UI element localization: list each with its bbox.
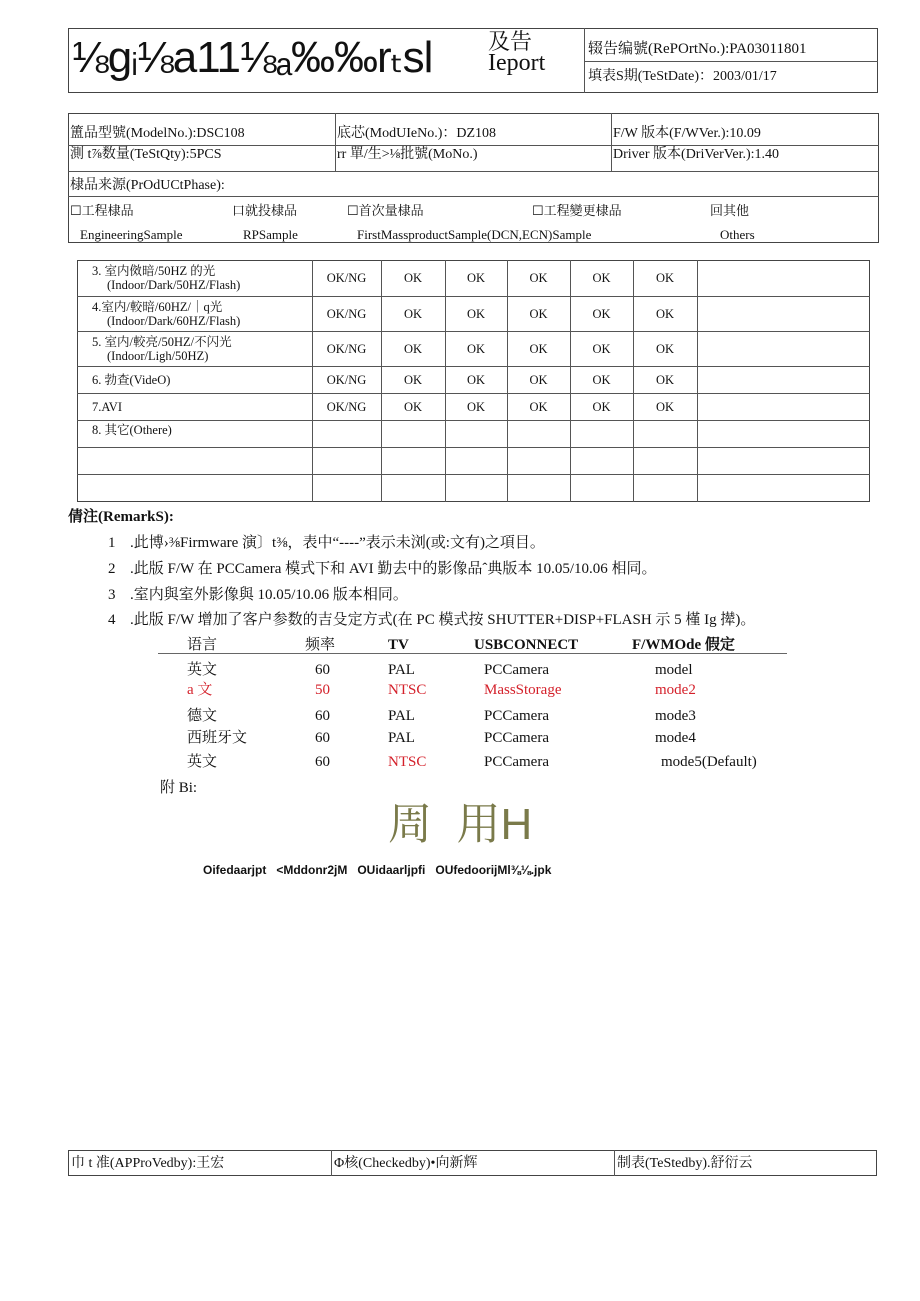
test-result-cell: OK/NG	[326, 341, 367, 356]
test-result-cell: OK	[655, 372, 675, 387]
report-title-en: Ieport	[488, 50, 546, 76]
remark-number: 1	[108, 535, 116, 551]
test-result-cell: OK	[592, 399, 611, 414]
test-item	[92, 366, 312, 393]
attachment-caption: Oifedaarjpt <Mddonr2jM OUidaarljpfi OUfedoorijMl⅜⅛.jpk	[203, 863, 552, 877]
divider	[68, 171, 879, 172]
mode-table-cell: 英文	[187, 662, 218, 678]
sample-option-1[interactable]: 口就投棣品	[232, 203, 298, 218]
test-result-cell	[507, 420, 570, 447]
test-result-cell: OK	[655, 399, 675, 414]
mode-table-header: F/WMOde 假定	[632, 637, 735, 653]
test-item-line: 6. 勃查(VideO)	[92, 372, 171, 387]
test-item-line: 3. 室内傚暗/50HZ 的光	[92, 264, 216, 278]
sample-option-0[interactable]: ☐工程棣品	[70, 203, 134, 218]
test-item	[92, 447, 312, 474]
test-result-cell	[570, 474, 633, 501]
sample-option-label-0: EngineeringSample	[80, 227, 183, 242]
mode-table-cell: NTSC	[388, 754, 427, 770]
mode-table-cell: PAL	[388, 708, 415, 724]
test-result-cell	[381, 474, 445, 501]
report-title: ⅛gᵢ⅛a11⅛ₐ‰‰rₜsl	[72, 33, 433, 82]
sample-option-label-4: Others	[720, 227, 755, 242]
test-result-cell: OK/NG	[326, 306, 367, 321]
test-result-cell	[312, 420, 381, 447]
remark-number: 2	[108, 561, 116, 577]
test-result-cell: OK	[529, 306, 548, 321]
mode-table-cell: 60	[315, 754, 330, 770]
test-result-cell: OK	[403, 341, 423, 356]
test-item	[92, 393, 312, 420]
mode-table-cell: 50	[315, 682, 330, 698]
sample-option-label-1: RPSample	[243, 227, 298, 242]
test-item-line: (Indoor/Dark/50HZ/Flash)	[107, 278, 241, 292]
test-result-cell: OK	[592, 306, 611, 321]
mode-table-cell: 德文	[187, 708, 218, 724]
sample-option-4[interactable]: 回其他	[710, 203, 750, 218]
divider	[611, 113, 612, 171]
test-result-cell: OK	[403, 372, 423, 387]
mode-table-header-rule	[158, 653, 787, 654]
mode-table-cell: PCCamera	[484, 662, 549, 678]
test-result-cell	[697, 447, 869, 474]
mode-table-header: 语言	[187, 637, 218, 653]
sample-option-label-2: FirstMassproductSample(DCN,ECN)Sample	[357, 227, 592, 242]
test-result-cell	[633, 474, 697, 501]
mode-table-cell: model	[655, 662, 693, 678]
driver-version: Driver 版本(DriVerVer.):1.40	[613, 147, 780, 162]
sample-option-3[interactable]: ☐工程變更棣品	[532, 203, 622, 218]
divider	[614, 1150, 615, 1176]
test-item-line: (Indoor/Dark/60HZ/Flash)	[107, 313, 241, 328]
mode-table-cell: NTSC	[388, 682, 427, 698]
test-result-cell	[507, 474, 570, 501]
test-result-cell: OK	[592, 341, 611, 356]
module-number: 底芯(ModUIeNo.)：DZ108	[337, 126, 497, 141]
test-result-cell: OK	[403, 399, 423, 414]
mode-table-cell: PCCamera	[484, 754, 549, 770]
mode-table-cell: a 文	[187, 682, 213, 698]
mode-table-header: USBCONNECT	[474, 637, 579, 653]
test-result-cell: OK	[655, 271, 675, 285]
mode-table-cell: mode3	[655, 708, 696, 724]
remark-text: .此博›⅜Firmware 演〕t⅜，表中“----”表示未浏(或:文有)之項目。	[130, 535, 545, 551]
test-result-cell: OK/NG	[326, 271, 367, 285]
test-result-cell	[570, 447, 633, 474]
test-result-cell	[697, 366, 869, 393]
test-result-cell: OK	[529, 271, 548, 285]
test-item-line: 8. 其它(Othere)	[92, 423, 172, 437]
test-result-cell	[507, 447, 570, 474]
test-date: 填表S期(TeStDate)：2003/01/17	[588, 69, 777, 84]
mode-table-header: 频率	[305, 637, 336, 653]
remark-number: 4	[108, 612, 116, 628]
test-result-cell: OK/NG	[326, 372, 367, 387]
test-result-cell: OK	[592, 271, 611, 285]
test-result-cell	[381, 420, 445, 447]
test-result-cell	[570, 420, 633, 447]
mode-table-cell: MassStorage	[484, 682, 562, 698]
test-result-cell	[697, 296, 869, 331]
test-result-cell: OK	[466, 372, 486, 387]
test-result-cell	[381, 447, 445, 474]
mode-table-cell: PCCamera	[484, 708, 549, 724]
divider	[68, 196, 879, 197]
mode-table-cell: mode4	[655, 730, 696, 746]
divider	[584, 61, 878, 62]
mode-table-cell: 60	[315, 730, 330, 746]
test-result-cell: OK	[403, 271, 423, 285]
test-quantity: 測 t⅞数量(TeStQty):5PCS	[70, 147, 222, 162]
mode-table-cell: 西班牙文	[187, 730, 248, 746]
remark-text: .此版 F/W 增加了客户参数的吉殳定方式(在 PC 模式按 SHUTTER+DISP+FLASH 示 5 槿 Ig 撵)。	[130, 612, 756, 628]
test-result-cell	[445, 447, 507, 474]
remark-number: 3	[108, 587, 116, 603]
test-result-cell: OK	[529, 399, 548, 414]
test-item	[92, 296, 312, 331]
sample-option-2[interactable]: ☐首次量棣品	[347, 203, 424, 218]
test-item	[92, 331, 312, 366]
test-result-cell	[312, 447, 381, 474]
test-item-line: (Indoor/Ligh/50HZ)	[107, 348, 209, 363]
remarks-title: 倩注(RemarkS):	[68, 509, 174, 525]
mode-table-cell: 英文	[187, 754, 218, 770]
test-result-cell	[697, 331, 869, 366]
model-number: 簠品型號(ModelNo.):DSC108	[70, 126, 245, 141]
test-result-cell: OK	[592, 372, 611, 387]
firmware-version: F/W 版本(F/WVer.):10.09	[613, 126, 761, 141]
test-result-cell	[445, 474, 507, 501]
mode-table-cell: PAL	[388, 730, 415, 746]
test-result-cell: OK	[466, 271, 486, 285]
report-title-cn: 及告	[488, 29, 533, 54]
test-result-cell	[697, 420, 869, 447]
test-item	[92, 420, 312, 447]
test-item-line: 5. 室内/較亮/50HZ/不闪光	[92, 334, 232, 349]
test-result-cell: OK	[655, 306, 675, 321]
test-result-cell	[445, 420, 507, 447]
product-phase-label: 棣品来源(PrOdUCtPhase):	[70, 178, 225, 193]
test-item	[92, 260, 312, 296]
test-result-cell: OK	[466, 341, 486, 356]
mode-table-cell: mode2	[655, 682, 696, 698]
test-result-cell	[633, 447, 697, 474]
test-result-cell: OK	[403, 306, 423, 321]
test-result-cell: OK	[466, 306, 486, 321]
mode-table-cell: 60	[315, 708, 330, 724]
test-result-cell	[697, 474, 869, 501]
test-result-cell: OK	[466, 399, 486, 414]
mode-table-cell: PAL	[388, 662, 415, 678]
approved-by: 巾 t 准(APProVedby):王宏	[71, 1156, 225, 1171]
tested-by: 制表(TeStedby).舒衍云	[617, 1156, 753, 1171]
test-result-cell	[633, 420, 697, 447]
test-result-cell: OK	[529, 372, 548, 387]
divider	[331, 1150, 332, 1176]
test-result-cell	[312, 474, 381, 501]
test-result-cell	[697, 260, 869, 296]
remark-text: .室内與室外影像與 10.05/10.06 版本相同。	[130, 587, 408, 603]
test-item-line: 7.AVI	[92, 399, 122, 414]
mode-table-cell: mode5(Default)	[661, 754, 757, 770]
divider	[68, 145, 879, 146]
mode-table-cell: PCCamera	[484, 730, 549, 746]
mode-table-header: TV	[388, 637, 409, 653]
report-number: 辍告编號(RePOrtNo.):PA03011801	[588, 41, 807, 57]
test-result-cell: OK	[529, 341, 548, 356]
test-result-cell	[697, 393, 869, 420]
divider	[335, 113, 336, 171]
test-item	[92, 474, 312, 501]
attachment-graphic: 周 用H	[388, 800, 533, 849]
test-result-cell: OK/NG	[326, 399, 367, 414]
attachment-label: 附 Bi:	[160, 780, 198, 796]
test-item-line: 4.室内/較暗/60HZ/｜q光	[92, 299, 223, 314]
checked-by: Φ核(Checkedby)•向新辉	[334, 1156, 478, 1171]
mode-table-cell: 60	[315, 662, 330, 678]
test-result-cell: OK	[655, 341, 675, 356]
mo-number: rr 單/生>⅛批號(MoNo.)	[337, 147, 478, 162]
remark-text: .此版 F/W 在 PCCamera 模式下和 AVI 勤去中的影像品ˆ典版本 10.05/10.06 相同。	[130, 561, 657, 577]
